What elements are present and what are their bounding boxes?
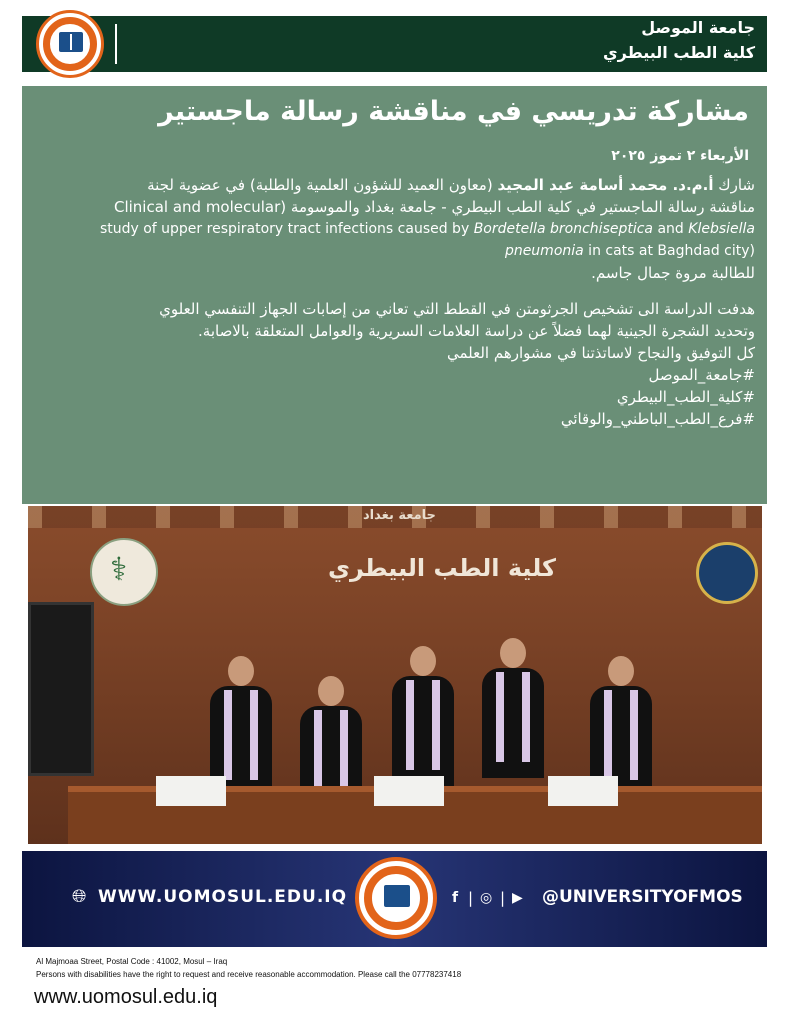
baghdad-university-emblem-icon <box>696 542 758 604</box>
header-bar <box>22 16 767 72</box>
news-date: الأربعاء ٢ تموز ٢٠٢٥ <box>611 148 749 164</box>
wall-screen <box>28 602 94 776</box>
university-name: جامعة الموصل <box>641 18 755 37</box>
participant-name: أ.م.د. محمد أسامة عبد المجيد <box>497 176 714 194</box>
body-para2-line3: كل التوفيق والنجاح لاساتذتنا في مشوارهم العلمي <box>446 344 755 362</box>
event-photo <box>28 506 762 844</box>
photo-sign-top: جامعة بغداد <box>363 508 436 523</box>
committee-member <box>478 638 548 778</box>
university-logo <box>36 10 104 78</box>
body-line-2: مناقشة رسالة الماجستير في كلية الطب البيطري - جامعة بغداد والموسومة (Clinical and molecular <box>113 198 755 216</box>
nameplate <box>548 776 618 806</box>
accessibility-notice: Persons with disabilities have the right to request and receive reasonable accommodation. Please call the 07778237418 <box>36 970 462 979</box>
youtube-icon[interactable]: ▶ <box>512 890 523 906</box>
globe-icon: 🌐︎ <box>72 886 87 907</box>
footer-university-logo <box>355 857 437 939</box>
facebook-icon[interactable]: f <box>452 890 459 906</box>
body-line-4: pneumonia in cats at Baghdad city) <box>504 243 755 259</box>
hashtag-college[interactable]: #كلية_الطب_البيطري <box>616 388 755 406</box>
news-panel <box>22 86 767 504</box>
icon-separator: | <box>468 889 474 907</box>
committee-member <box>206 656 276 796</box>
veterinary-emblem-icon <box>90 538 158 606</box>
icon-separator: | <box>500 889 506 907</box>
college-name: كلية الطب البيطري <box>603 43 755 62</box>
nameplate <box>156 776 226 806</box>
body-line-1: شارك أ.م.د. محمد أسامة عبد المجيد (معاون العميد للشؤون العلمية والطلبة) في عضوية لجنة <box>147 176 755 194</box>
body-line-5: للطالبة مروة جمال جاسم. <box>591 264 755 282</box>
news-title: مشاركة تدريسي في مناقشة رسالة ماجستير <box>158 96 749 127</box>
header-divider <box>115 24 117 64</box>
committee-member <box>586 656 656 796</box>
social-handle-link[interactable]: @UNIVERSITYOFMOS <box>542 887 743 907</box>
hashtag-department[interactable]: #فرع_الطب_الباطني_والوقائي <box>560 410 755 428</box>
instagram-icon[interactable]: ◎ <box>480 890 493 906</box>
hashtag-university[interactable]: #جامعة_الموصل <box>648 366 755 384</box>
address-text: Al Majmoaa Street, Postal Code : 41002, Mosul – Iraq <box>36 957 228 966</box>
committee-member <box>388 646 458 786</box>
body-para2-line2: وتحديد الشجرة الجينية لهما فضلاً عن دراسة العلامات السريرية والعوامل المتعلقة بالاصابة. <box>198 322 755 340</box>
body-line-3: study of upper respiratory tract infections caused by Bordetella bronchiseptica and Klebsiella <box>99 221 755 237</box>
news-body <box>32 174 755 430</box>
nameplate <box>374 776 444 806</box>
site-url-link[interactable]: www.uomosul.edu.iq <box>34 986 218 1008</box>
footer-banner <box>22 851 767 947</box>
photo-sign-main: كلية الطب البيطري <box>328 554 556 582</box>
website-link[interactable]: WWW.UOMOSUL.EDU.IQ <box>98 887 348 907</box>
body-para2-line1: هدفت الدراسة الى تشخيص الجرثومتن في القطط التي تعاني من إصابات الجهاز التنفسي العلوي <box>159 300 755 318</box>
